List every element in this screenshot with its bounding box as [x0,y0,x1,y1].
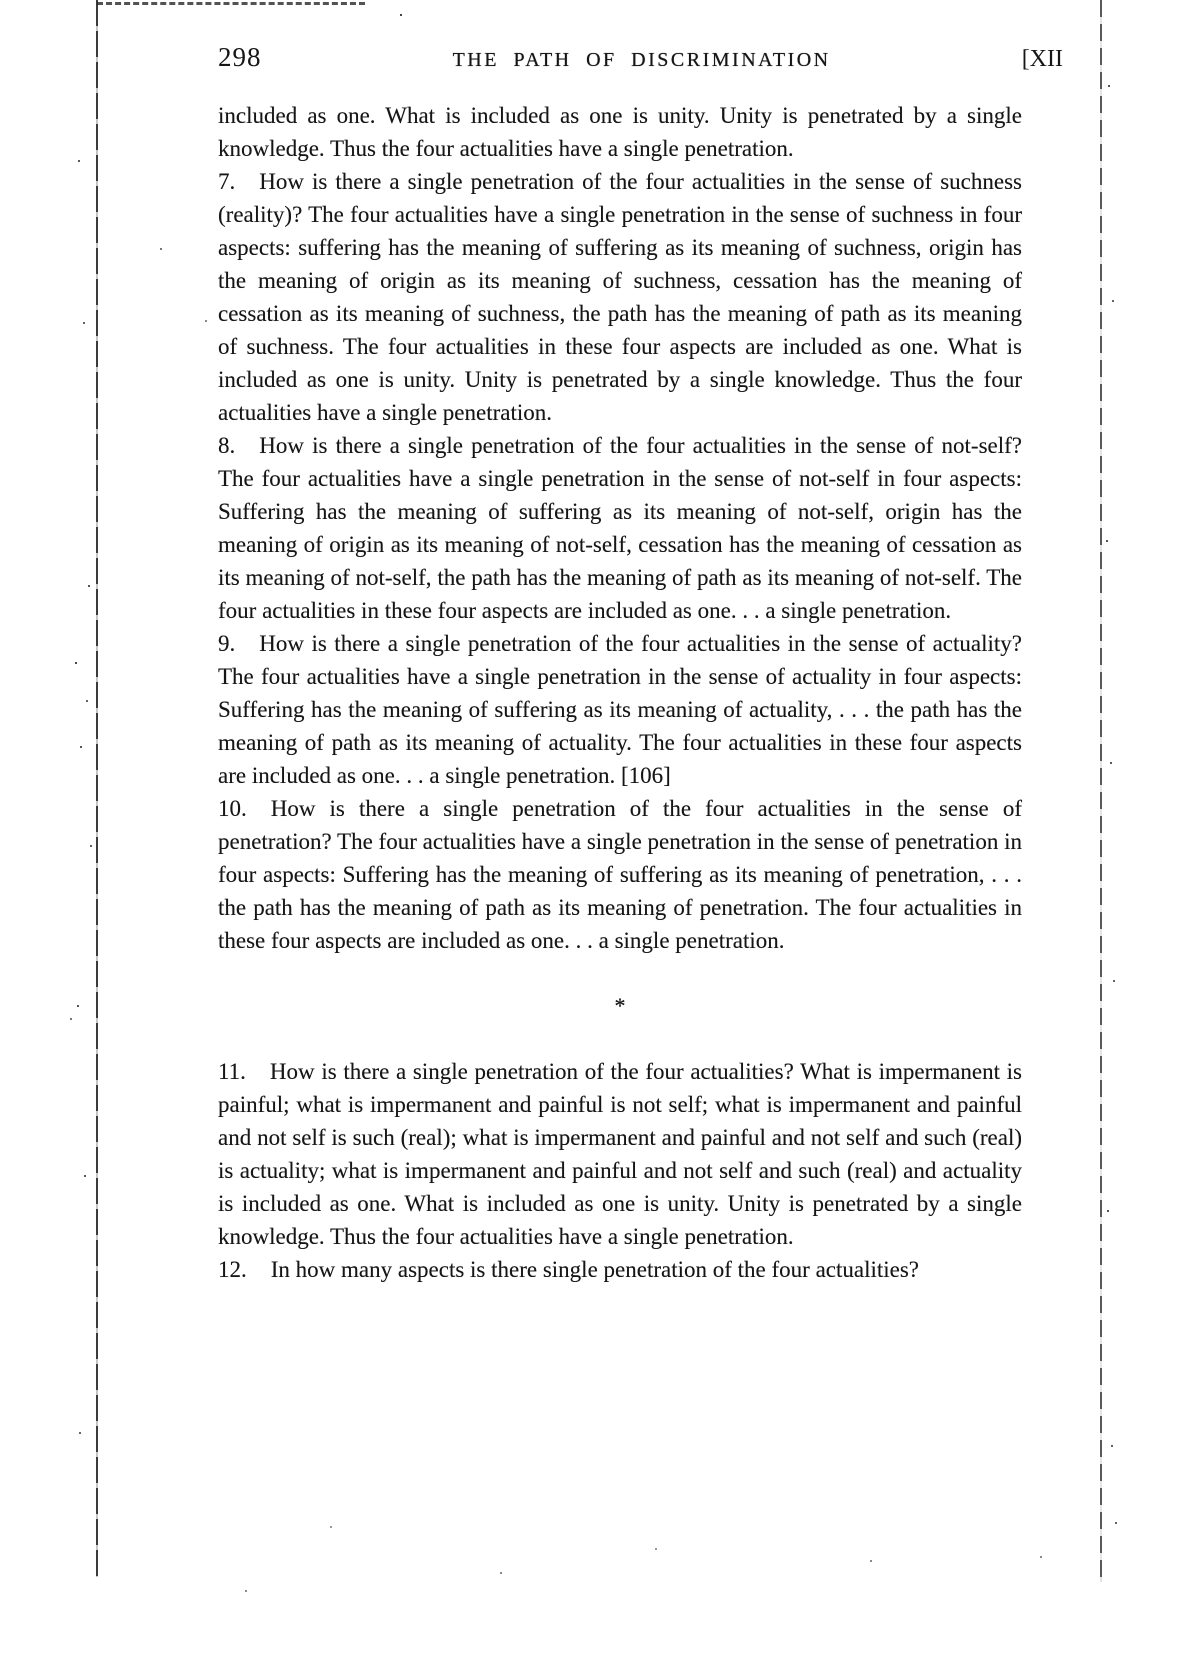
paragraph-text: How is there a single penetration of the four actualities in the sense of penetration? The four actualities have a single penetration in the sense of penetration in four aspects: Suffering has the meaning of suffering as its meaning of penetration, . . . the path has the meaning of path as its meaning of penetration. The four actualities in these four aspects are included as one. . . a single penetration. [218,796,1022,953]
scan-noise-specks [0,0,2,2]
paragraph-8 [218,429,1022,627]
text-column [218,42,1063,1286]
paragraph-text: How is there a single penetration of the four actualities? What is impermanent is painful; what is impermanent and painful is not self; what is impermanent and painful and not self is such (real); what is impermanent and painful and not self and such (real) is actuality; what is impermanent and painful and not self and such (real) and actuality is included as one. What is included as one is unity. Unity is penetrated by a single knowledge. Thus the four actualities have a single penetration. [218,1059,1022,1249]
paragraph-12 [218,1253,1022,1286]
paragraph-text: In how many aspects is there single penetration of the four actualities? [270,1257,920,1282]
paragraph-number: 8. [218,433,236,458]
paragraph-9 [218,627,1022,792]
running-title: THE PATH OF DISCRIMINATION [452,49,831,71]
page-number: 298 [218,42,262,72]
section-marker: [XII [1021,46,1063,72]
page-header [218,42,1063,73]
paragraph-text: How is there a single penetration of the four actualities in the sense of suchness (reality)? The four actualities have a single penetration in the sense of suchness in four aspects: suffering has the meaning of suffering as its meaning of suchness, origin has the meaning of origin as its meaning of suchness, cessation has the meaning of cessation as its meaning of suchness, the path has the meaning of path as its meaning of suchness. The four actualities in these four aspects are included as one. What is included as one is unity. Unity is penetrated by a single knowledge. Thus the four actualities have a single penetration. [218,169,1022,425]
paragraph-number: 11. [218,1059,246,1084]
paragraph-continued [218,99,1022,165]
scan-edge-left-line [96,0,98,1577]
asterisk-divider: * [614,993,626,1018]
paragraph-number: 7. [218,169,236,194]
paragraph-text: How is there a single penetration of the four actualities in the sense of actuality? The four actualities have a single penetration in the sense of actuality in four aspects: Suffering has the meaning of suffering as its meaning of actuality, . . . the path has the meaning of path as its meaning of actuality. The four actualities in these four aspects are included as one. . . a single penetration. [106] [218,631,1022,788]
page-body-text [218,99,1022,1286]
scan-dashes-top [97,2,365,5]
paragraph-number: 9. [218,631,236,656]
paragraph-text: included as one. What is included as one is unity. Unity is penetrated by a single knowledge. Thus the four actualities have a single penetration. [218,103,1022,161]
paragraph-text: How is there a single penetration of the four actualities in the sense of not-self? The four actualities have a single penetration in the sense of not-self in four aspects: Suffering has the meaning of suffering as its meaning of not-self, origin has the meaning of origin as its meaning of not-self, cessation has the meaning of cessation as its meaning of not-self, the path has the meaning of path as its meaning of not-self. The four actualities in these four aspects are included as one. . . a single penetration. [218,433,1022,623]
paragraph-number: 12. [218,1257,247,1282]
section-divider [218,973,1022,1039]
paragraph-7 [218,165,1022,429]
paragraph-11 [218,1055,1022,1253]
scan-edge-right-line [1100,0,1102,1582]
paragraph-number: 10. [218,796,247,821]
paragraph-10 [218,792,1022,957]
